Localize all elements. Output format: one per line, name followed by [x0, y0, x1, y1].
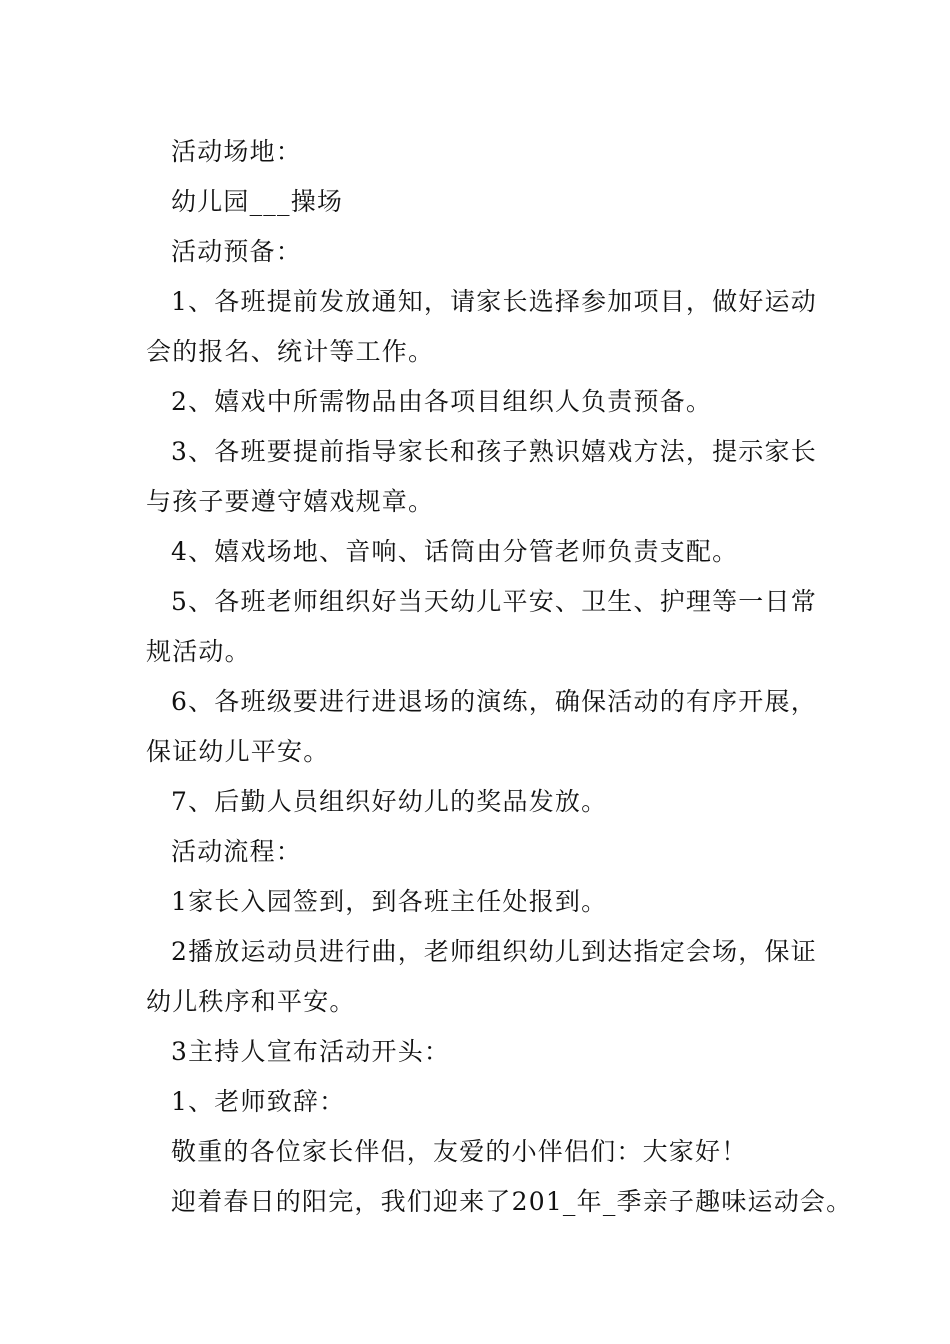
- text-line: 3、各班要提前指导家长和孩子熟识嬉戏方法，提示家长: [171, 437, 817, 466]
- text-line: 7、后勤人员组织好幼儿的奖品发放。: [171, 787, 608, 816]
- text-line: 规活动。: [146, 637, 251, 666]
- text-line: 活动场地：: [171, 137, 303, 166]
- text-line: 幼儿秩序和平安。: [146, 987, 356, 1016]
- text-line: 4、嬉戏场地、音响、话筒由分管老师负责支配。: [171, 537, 739, 566]
- text-line: 活动流程：: [171, 837, 303, 866]
- text-line: 1家长入园签到，到各班主任处报到。: [171, 887, 608, 916]
- text-line: 5、各班老师组织好当天幼儿平安、卫生、护理等一日常: [171, 587, 817, 616]
- text-line: 迎着春日的阳完，我们迎来了201_年_季亲子趣味运动会。: [171, 1187, 853, 1216]
- text-line: 3主持人宣布活动开头：: [171, 1037, 451, 1066]
- text-line: 6、各班级要进行进退场的演练，确保活动的有序开展，: [171, 687, 817, 716]
- text-line: 与孩子要遵守嬉戏规章。: [146, 487, 435, 516]
- text-line: 保证幼儿平安。: [146, 737, 330, 766]
- text-line: 活动预备：: [171, 237, 303, 266]
- text-line: 2、嬉戏中所需物品由各项目组织人负责预备。: [171, 387, 713, 416]
- text-line: 幼儿园___操场: [171, 187, 344, 216]
- text-line: 敬重的各位家长伴侣，友爱的小伴侣们：大家好！: [171, 1137, 748, 1166]
- text-line: 1、各班提前发放通知，请家长选择参加项目，做好运动: [171, 287, 817, 316]
- text-line: 1、老师致辞：: [171, 1087, 346, 1116]
- text-line: 2播放运动员进行曲，老师组织幼儿到达指定会场，保证: [171, 937, 817, 966]
- text-line: 会的报名、统计等工作。: [146, 337, 435, 366]
